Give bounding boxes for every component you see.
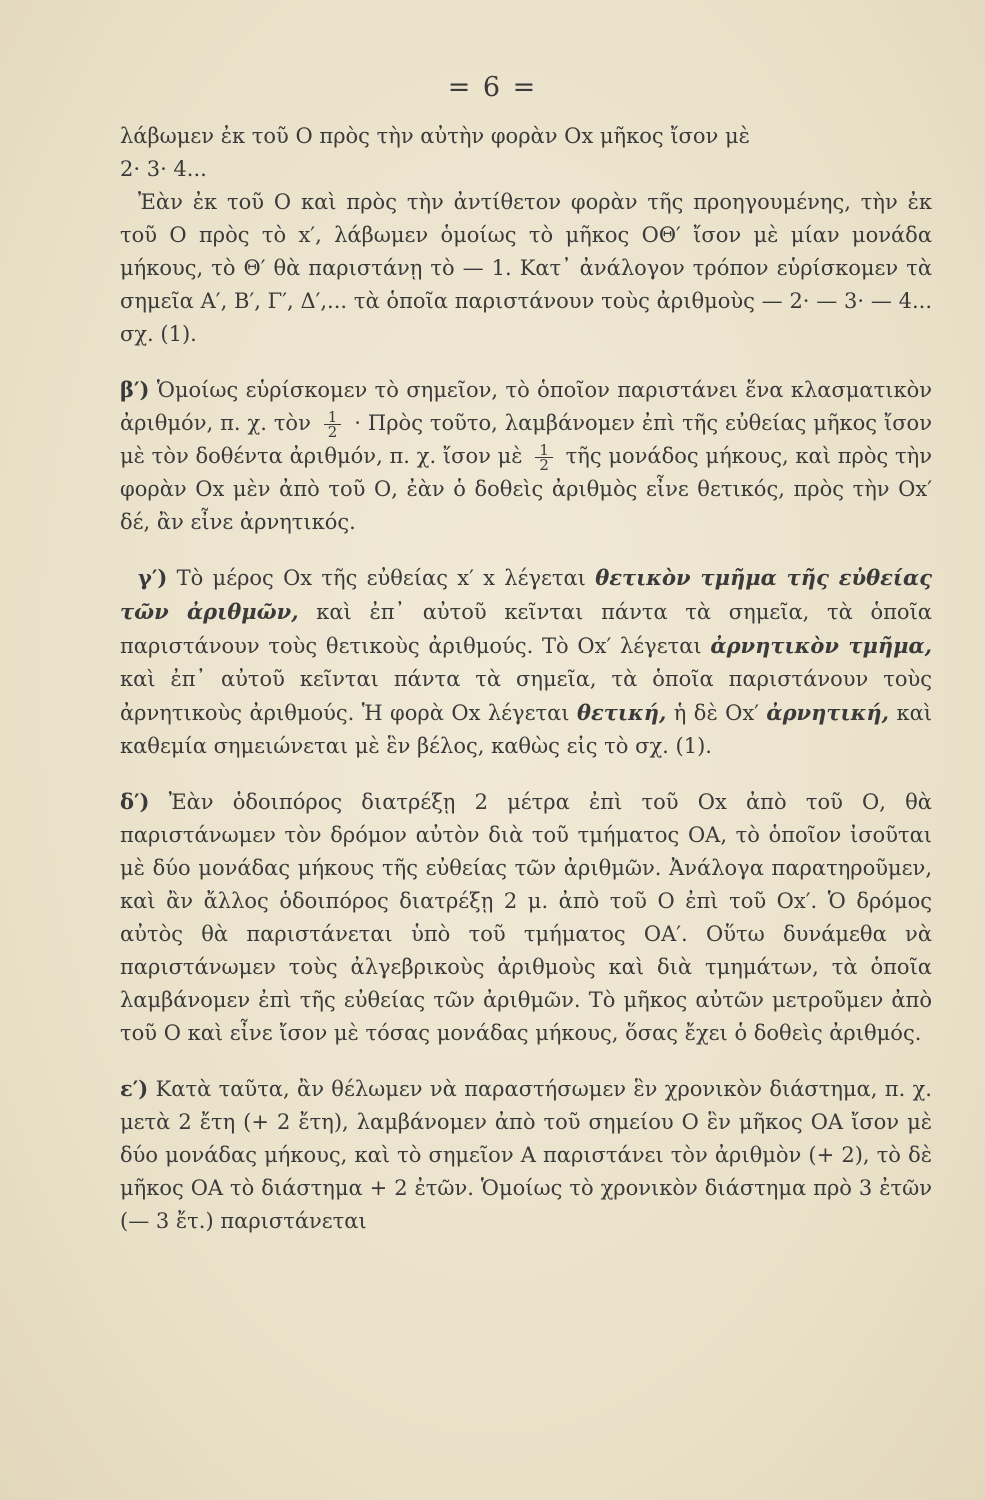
gamma-term-positive: θετική,	[576, 700, 667, 725]
intro-line-2: 2· 3· 4...	[120, 157, 207, 181]
fraction-one-half-2	[535, 443, 553, 472]
paragraph-beta	[120, 373, 932, 539]
fraction-numerator-2: 1	[535, 443, 553, 458]
beta-text-c: τῆς μονάδος μήκους, καὶ πρὸς τὴν φορὰν Οx μὲν ἀπὸ τοῦ Ο, ἐὰν ὁ δοθεὶς ἀριθμὸς εἶνε θετικός, πρὸς τὴν Οx′ δέ, ἂν εἶνε ἀρνητικός.	[120, 444, 932, 534]
label-beta: β′)	[120, 377, 150, 402]
page-number: = 6 =	[447, 72, 538, 103]
fraction-one-half	[324, 410, 342, 439]
label-epsilon: ε′)	[120, 1076, 149, 1101]
gamma-term-negative: ἀρνητική,	[766, 700, 889, 725]
paragraph-gamma	[120, 561, 932, 763]
gamma-text-2: καὶ ἐπ᾽ αὐτοῦ κεῖνται πάντα τὰ σημεῖα, τὰ ὁποῖα παριστάνουν τοὺς θετικοὺς ἀριθμούς. Τὸ Οx′ λέγεται	[120, 600, 932, 658]
label-gamma: γ′)	[138, 565, 168, 590]
intro-paragraph: Ἐὰν ἐκ τοῦ Ο καὶ πρὸς τὴν ἀντίθετον φορὰν τῆς προηγουμένης, τὴν ἐκ τοῦ Ο πρὸς τὸ x′, λάβωμεν ὁμοίως τὸ μῆκος ΟΘ′ ἴσον μὲ μίαν μονάδα μήκους, τὸ Θ′ θὰ παριστάνῃ τὸ — 1. Κατ᾽ ἀνάλογον τρόπον εὑρίσκομεν τὰ σημεῖα Α′, Β′, Γ′, Δ′,... τὰ ὁποῖα παριστάνουν τοὺς ἀριθμοὺς — 2· — 3· — 4... σχ. (1).	[120, 190, 932, 346]
paragraph-epsilon	[120, 1072, 932, 1238]
intro-line-1: λάβωμεν ἐκ τοῦ Ο πρὸς τὴν αὐτὴν φορὰν Οx μῆκος ἴσον μὲ	[120, 124, 750, 148]
gamma-text-3: καὶ ἐπ᾽ αὐτοῦ κεῖνται πάντα τὰ σημεῖα, τὰ ὁποῖα παριστάνουν τοὺς ἀρνητικοὺς ἀριθμούς. Ἡ φορὰ Οx λέγεται	[120, 667, 932, 725]
epsilon-text: Κατὰ ταῦτα, ἂν θέλωμεν νὰ παραστήσωμεν ἓν χρονικὸν διάστημα, π. χ. μετὰ 2 ἔτη (+ 2 ἔτη), λαμβάνομεν ἀπὸ τοῦ σημείου Ο ἓν μῆκος ΟΑ ἴσον μὲ δύο μονάδας μήκους, καὶ τὸ σημεῖον Α παριστάνει τὸν ἀριθμὸν (+ 2), τὸ δὲ μῆκος ΟΑ τὸ διάστημα + 2 ἐτῶν. Ὁμοίως τὸ χρονικὸν διάστημα πρὸ 3 ἐτῶν (— 3 ἔτ.) παριστάνεται	[120, 1077, 932, 1233]
fraction-denominator: 2	[327, 423, 338, 441]
gamma-term-negative-segment: ἀρνητικὸν τμῆμα,	[710, 633, 932, 658]
beta-text-b: · Πρὸς τοῦτο, λαμβάνομεν ἐπὶ τῆς εὐθείας μῆκος ἴσον μὲ τὸν δοθέντα ἀριθμόν, π. χ. ἴσον μὲ	[120, 411, 932, 468]
gamma-text-5: καὶ καθεμία σημειώνεται μὲ ἓν βέλος, καθὼς εἰς τὸ σχ. (1).	[120, 701, 932, 758]
body-text	[120, 120, 932, 1238]
fraction-numerator: 1	[324, 410, 342, 425]
delta-text: Ἐὰν ὁδοιπόρος διατρέξῃ 2 μέτρα ἐπὶ τοῦ Οx ἀπὸ τοῦ Ο, θὰ παριστάνωμεν τὸν δρόμον αὐτὸν διὰ τοῦ τμήματος ΟΑ, τὸ ὁποῖον ἰσοῦται μὲ δύο μονάδας μήκους τῆς εὐθείας τῶν ἀριθμῶν. Ἀνάλογα παρατηροῦμεν, καὶ ἂν ἄλλος ὁδοιπόρος διατρέξῃ 2 μ. ἀπὸ τοῦ Ο ἐπὶ τοῦ Οx′. Ὁ δρόμος αὐτὸς θὰ παριστάνεται ὑπὸ τοῦ τμήματος ΟΑ′. Οὕτω δυνάμεθα νὰ παριστάνωμεν τοὺς ἀλγεβρικοὺς ἀριθμοὺς καὶ διὰ τμημάτων, τὰ ὁποῖα λαμβάνομεν ἐπὶ τῆς εὐθείας τῶν ἀριθμῶν. Τὸ μῆκος αὐτῶν μετροῦμεν ἀπὸ τοῦ Ο καὶ εἶνε ἴσον μὲ τόσας μονάδας μήκους, ὅσας ἔχει ὁ δοθεὶς ἀριθμός.	[120, 790, 932, 1045]
label-delta: δ′)	[120, 789, 150, 814]
fraction-denominator-2: 2	[539, 456, 549, 474]
beta-text-a: Ὁμοίως εὑρίσκομεν τὸ σημεῖον, τὸ ὁποῖον παριστάνει ἕνα κλασματικὸν ἀριθμόν, π. χ. τὸν	[120, 378, 932, 435]
gamma-term-positive-segment: θετικὸν τμῆμα τῆς εὐθείας τῶν ἀριθμῶν,	[120, 565, 932, 624]
gamma-text-4: ἡ δὲ Οx′	[673, 701, 759, 725]
gamma-text-1: Τὸ μέρος Οx τῆς εὐθείας x′ x λέγεται	[176, 566, 586, 590]
paragraph-delta	[120, 785, 932, 1050]
